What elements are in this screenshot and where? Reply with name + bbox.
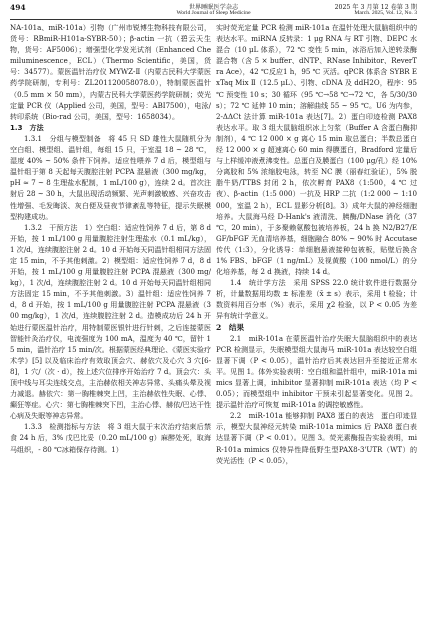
left-column [10,22,214,622]
right-column [216,22,425,622]
paragraph-1-3-3: 1.3.3 检测指标与方法 将 3 组大鼠于末次治疗结束后禁食 24 h 后，3% 戊巴比妥（0.20 mL/100 g）麻醉处死，取海马组织，- 80 ℃冰箱保存待测。1） [10,422,211,454]
paragraph-1-3-2: 1.3.2 干预方法 1）空白组：适应性饲养 7 d 后，第 8 d 开始，按 1 mL/100 g 用量腹腔注射生理盐水（0.1 mL/kg），1 次/d，连续腹腔注射 2 d。10 d 开始每天同温针组相同方法固定 15 min，不予其他刺激。2）模型组：适应性饲养 7 d，8 d 开始，按 1 mL/100 g 用量腹腔注射 PCPA 混悬液（300 mg/kg），1 次/d，连续腹腔注射 2 d。10 d 开始每天同温针组相同方法固定 15 min，不予其他刺激。3）温针组：适应性饲养 7 d，8 d 开始，按 1 mL/100 g 用量腹腔注射 PCPA 混悬液（300 mg/kg），1 次/d，连续腹腔注射 2 d。造模成功后 24 h 开始进行蒙医温针治疗，用特制蒙医银针进行针刺，之后连接蒙医智能针灸治疗仪，电流强度为 100 mA，温度为 40 ℃，留针 15 min，温针治疗 15 min/次。根据蒙医经典理论、《蒙医实验疗术学》[5] 以及临床治疗有效取顶会穴、赫依穴及心穴 3 穴[6-8]，1 穴/（次 · d），按上述穴位排序开始治疗 7 d。顶会穴：头顶中线与耳尖连线交点，主治赫依相关神志异常、头痛头晕及视力减退。赫依穴：第一胸椎棘突上凹，主治赫依性失眠、心悸、癫狂等症。心穴：第七胸椎棘突下凹，主治心悸、赫依/巴达干性心病及失眠等神志异常。 [10,222,214,421]
paragraph-2-2: 2.2 miR-101a 能够抑制 PAX8 蛋白的表达 蛋白印迹显示，模型大鼠神经元转染 miR-101a mimics 后 PAX8 蛋白表达显著下调（P < 0.01）。见图 3。荧光素酶报告实验表明，miR-101a mimics 仅特异性降低野生型PAX8-3'UTR（WT）的荧光活性（P < 0.05）， [216,411,417,465]
section-heading-1-3: 1.3 方法 [10,122,44,132]
paragraph-1-3-1: 1.3.1 分组与模型制备 将 45 只 SD 雄性大鼠随机分为空白组、模型组、温针组，每组 15 只，于室温 18 ~ 28 ℃，湿度 40% ~ 50% 条件下饲养。适应性喂养 7 d 后，模型组与温针组于第 8 天起每天腹腔注射 PCPA 混悬液（300 mg/kg，pH ≈ 7 ~ 8 生理盐水配制，1 mL/100 g），连续 2 d。首次注射后 28 ~ 30 h，大鼠出现活动频繁、光声刺激敏感、兴奋攻击性增强、毛发晦淡、灰白便及昼夜节律紊乱等特征，提示失眠模型构建成功。 [10,133,211,221]
running-header [0,0,427,20]
journal-title-en: World Journal of Sleep Medicine [176,10,251,16]
paragraph-2-1: 2.1 miR-101a 在蒙医温针治疗失眠大鼠脑组织中的表达 PCR 检测显示，失眠模型组大鼠海马 miR-101a 表达较空白组显著下调（P < 0.05），温针治疗后其表达回升至接近正常水平。见图 1。体外实验表明：空白组和温针组中，miR-101a mimics 显著上调，inhibitor 显著抑制 miR-101a 表达（均 P < 0.05）；而模型组中 inhibitor 干预未引起显著变化。见图 2。提示温针治疗可恢复 miR-101a 的调控敏感性。 [216,333,425,410]
methods-continued-paragraph: 实时荧光定量 PCR 检测 miR-101a 在温针处理大鼠脑组织中的表达水平。miRNA 反转录：1 μg RNA 与 RT 引物、DEPC 水混合（10 μL 体系），72 ℃ 变性 5 min，冰浴后加入逆转录酶混合物（含 5 × buffer、dNTP、RNase Inhibitor、ReverTra Ace），42 ℃反应1 h，95 ℃ 灭活。qPCR 体系含 SYBR ExTaq Mix Ⅱ（12.5 μL）、引物、cDNA 及 ddH2O，程序：95 ℃ 预变性 10 s；30 循环（95 ℃→58 ℃→72 ℃，各 5/30/30 s）；72 ℃ 延伸 10 min；溶解曲线 55 ~ 95 ℃。U6 为内参，2-ΔΔCt 法计算 miR-101a 表达[7]。2）蛋白印迹检测 PAX8 表达水平。取 3 组大鼠脑组织冰上匀浆（Buffer A 含蛋白酶抑制剂），4 ℃ 12 000 × g 离心 15 min 取总蛋白；半数总蛋白经 12 000 × g 超速离心 60 min 得膜蛋白，Bradford 定量后与上样缓冲液煮沸变性。总蛋白及膜蛋白（100 μg/孔）经 10% 分离胶和 5% 浓缩胶电泳，转至 NC 膜（丽春红验证），5% 脱脂牛奶/TTBS 封闭 2 h，依次孵育 PAX8（1:500，4 ℃ 过夜）、β-actin（1:5 000）一抗及 HRP 二抗（1:2 000 ~ 1:10 000，室温 2 h），ECL 显影分析[8]。3）成年大鼠的神经细胞培养。大鼠海马经 D-Hank's 液清洗、胰酶/DNase 消化（37 ℃，20 min），于多聚赖氨酸包被培养板，24 h 换 N2/B27/EGF/bFGF 无血清培养基，细胞融合 80% ~ 90% 时 Accutase 传代（1:3），分化诱导：单细胞悬液接种包被板，贴壁后换含 1% FBS、bFGF（1 ng/mL）及视黄酸（100 nmol/L）的分化培养基，每 2 d 换液，持续 14 d。 [216,23,420,277]
header-rule [10,19,417,20]
paragraph-1-4: 1.4 统计学方法 采用 SPSS 22.0 统计软件进行数据分析，计量数据用均数 ± 标准差（x̄ ± s）表示，采用 t 检验；计数资料用百分率（%）表示，采用 χ2 检验，以 P < 0.05 为差异有统计学意义。 [216,278,417,321]
section-heading-results: 2 结果 [216,322,245,332]
materials-paragraph: NA-101a、miR-101a）引物（广州市锐博生物科技有限公司，货号：RBmiR-H101a-SYBR-50）；β-actin 一抗（碧云天生物，货号：AF5006）；增强型化学发光试剂（Enhanced Chemiluminescence，ECL）（Thermo Scientific，美国，货号：34577）。蒙医温针治疗仪 MYWZ-Ⅱ（内蒙古民科大学蒙医药学院研制，专利号：ZL201120058078.0），特制蒙医温针（0.5 mm × 50 mm），内蒙古民科大学蒙医药学院研制；荧光定量 PCR 仪（Applied 公司，美国，型号：ABI7500），电泳/转印系统（Bio-rad 公司，美国，型号：1658034）。 [10,23,211,121]
issue-info-zh: 2025 年 3 月第 12 卷第 3 期 [334,4,417,11]
journal-title-zh: 世界睡眠医学杂志 [188,4,239,11]
issue-info-en: March. 2025, Vol. 12, No. 3 [354,10,417,16]
page-number: 494 [10,3,26,12]
